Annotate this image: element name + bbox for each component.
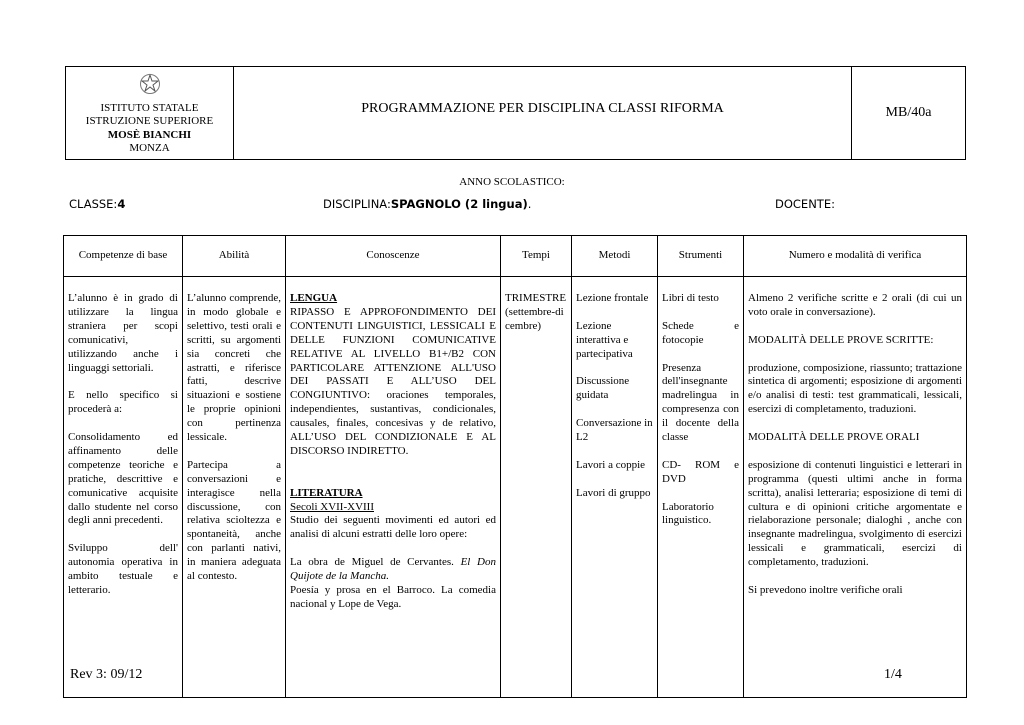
document-title: PROGRAMMAZIONE PER DISCIPLINA CLASSI RIFORMA — [234, 67, 852, 159]
col-abilita: Abilità — [183, 236, 286, 277]
school-cell — [66, 67, 234, 159]
school-line1: ISTITUTO STATALE — [100, 101, 199, 114]
document-code: MB/40a — [885, 105, 932, 120]
strumenti-cell: Libri di testo Schede e fotocopie Presenza dell'insegnante madrelingua in compresenza con il docente della classe CD- ROM e DVD Laboratorio linguistico. — [658, 277, 744, 698]
col-conoscenze: Conoscenze — [286, 236, 501, 277]
school-line2: ISTRUZIONE SUPERIORE — [85, 115, 214, 127]
page-number: 1/4 — [884, 667, 902, 682]
italian-emblem-icon — [139, 73, 161, 95]
col-strumenti: Strumenti — [658, 236, 744, 277]
docente-field: DOCENTE: — [775, 197, 835, 211]
classe-value: 4 — [117, 197, 126, 211]
competenze-cell: L’alunno è in grado di utilizzare la lingua straniera per scopi comunicativi, utilizzando anche i linguaggi settoriali. E nello specifico si procederà a: Consolidamento ed affinamento delle competenze teoriche e pratiche, descrittive e comunicative acquisite dallo studente nel corso degli anni precedenti. Sviluppo dell' autonomia operativa in ambito testuale e letterario. — [64, 277, 183, 698]
tempi-cell: TRIMESTRE (settembre-dicembre) — [501, 277, 572, 698]
revision-label: Rev 3: 09/12 — [70, 667, 143, 682]
disciplina-field: DISCIPLINA:SPAGNOLO (2 lingua). — [323, 197, 532, 211]
col-competenze: Competenze di base — [64, 236, 183, 277]
school-name: MOSÈ BIANCHI — [107, 128, 192, 141]
table-header-row — [64, 236, 967, 277]
abilita-cell: L’alunno comprende, in modo globale e selettivo, testi orali e scritti, su argomenti sia concreti che astratti, e riferisce fatti, descrive situazioni e sostiene le proprie opinioni con pertinenza lessicale. Partecipa a conversazioni e interagisce nella discussione, con relativa scioltezza e spontaneità, anche con parlanti nativi, in maniera adeguata al contesto. — [183, 277, 286, 698]
programming-table — [63, 235, 967, 698]
classe-field: CLASSE:4 — [69, 197, 126, 211]
col-metodi: Metodi — [572, 236, 658, 277]
metodi-cell: Lezione frontale Lezione interattiva e partecipativa Discussione guidata Conversazione in L2 Lavori a coppie Lavori di gruppo — [572, 277, 658, 698]
verifica-cell: Almeno 2 verifiche scritte e 2 orali (di cui un voto orale in conversazione). MODALITÀ DELLE PROVE SCRITTE: produzione, composizione, riassunto; trattazione sintetica di argomenti; esposizione di argomenti e/o analisi di testi: test grammaticali, lessicali, esercizi di completamento, traduzioni. MODALITÀ DELLE PROVE ORALI esposizione di contenuti linguistici e letterari in programma (questi ultimi anche in forma scritta), analisi letteraria; esposizione di temi di cultura e di opinioni critiche argomentate e rielaborazione personale; dialoghi , anche con insegnante madrelingua, svolgimento di esercizi lessicali e grammaticali, esercizi di completamento, traduzioni. Si prevedono inoltre verifiche orali — [744, 277, 967, 698]
col-verifica: Numero e modalità di verifica — [744, 236, 967, 277]
col-tempi: Tempi — [501, 236, 572, 277]
table-body-row — [64, 277, 967, 698]
school-city: MONZA — [129, 142, 170, 154]
anno-scolastico: ANNO SCOLASTICO: — [459, 176, 565, 188]
disciplina-value: SPAGNOLO (2 lingua) — [390, 197, 528, 211]
conoscenze-cell: LENGUA RIPASSO E APPROFONDIMENTO DEI CONTENUTI LINGUISTICI, LESSICALI E DELLE FUNZIONI COMUNICATIVE RELATIVE AL LIVELLO B1+/B2 CON PARTICOLARE ATTENZIONE ALL'USO DEI PASSATI E ALL’USO DEL CONGIUNTIVO: oraciones temporales, independientes, sustantivas, condicionales, causales, finales, concesivas y de relativo, ALL’USO DEL CONDIZIONALE E AL DISCORSO INDIRETTO. LITERATURA Secoli XVII-XVIII Studio dei seguenti movimenti ed autori ed analisi di alcuni estratti delle loro opere: La obra de Miguel de Cervantes. El Don Quijote de la Mancha. Poesía y prosa en el Barroco. La comedia nacional y Lope de Vega. — [286, 277, 501, 698]
header-table — [65, 66, 966, 160]
